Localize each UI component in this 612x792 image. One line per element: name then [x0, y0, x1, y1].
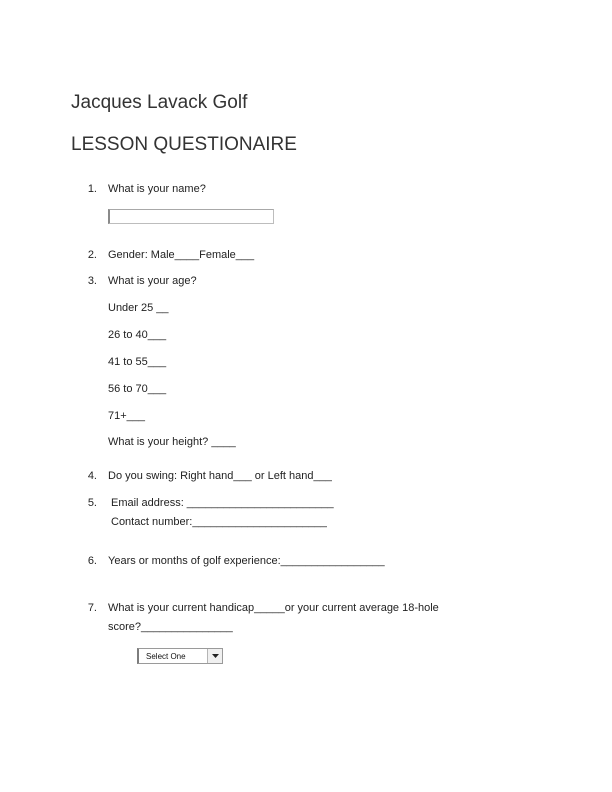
question-6-text: Years or months of golf experience:_________________: [108, 555, 385, 567]
handicap-select[interactable]: [137, 648, 223, 664]
handicap-select-value: Select One: [146, 651, 186, 661]
question-3-text: What is your age?: [108, 275, 197, 287]
email-address-line: Email address: ________________________: [111, 497, 334, 509]
question-4-text: Do you swing: Right hand___ or Left hand___: [108, 470, 332, 482]
question-2-text: Gender: Male____Female___: [108, 249, 255, 261]
age-option-26-40: 26 to 40___: [108, 329, 167, 341]
question-7-text-line1: What is your current handicap_____or your current average 18-hole: [108, 602, 439, 614]
chevron-down-icon[interactable]: [207, 649, 222, 663]
question-7-number: 7.: [87, 602, 97, 614]
name-input[interactable]: [108, 209, 274, 224]
page-title: Jacques Lavack Golf: [71, 92, 248, 113]
page-subtitle: LESSON QUESTIONAIRE: [71, 134, 297, 155]
age-option-under-25: Under 25 __: [108, 302, 169, 314]
question-1-text: What is your name?: [108, 183, 206, 195]
age-option-56-70: 56 to 70___: [108, 383, 167, 395]
question-3-number: 3.: [87, 275, 97, 287]
question-7-text-line2: score?_______________: [108, 621, 233, 633]
age-option-71-plus: 71+___: [108, 410, 146, 422]
age-option-41-55: 41 to 55___: [108, 356, 167, 368]
height-question: What is your height? ____: [108, 436, 236, 448]
question-5-number: 5.: [87, 497, 97, 509]
question-6-number: 6.: [87, 555, 97, 567]
question-4-number: 4.: [87, 470, 97, 482]
contact-number-line: Contact number:______________________: [111, 516, 327, 528]
question-1-number: 1.: [87, 183, 97, 195]
question-2-number: 2.: [87, 249, 97, 261]
